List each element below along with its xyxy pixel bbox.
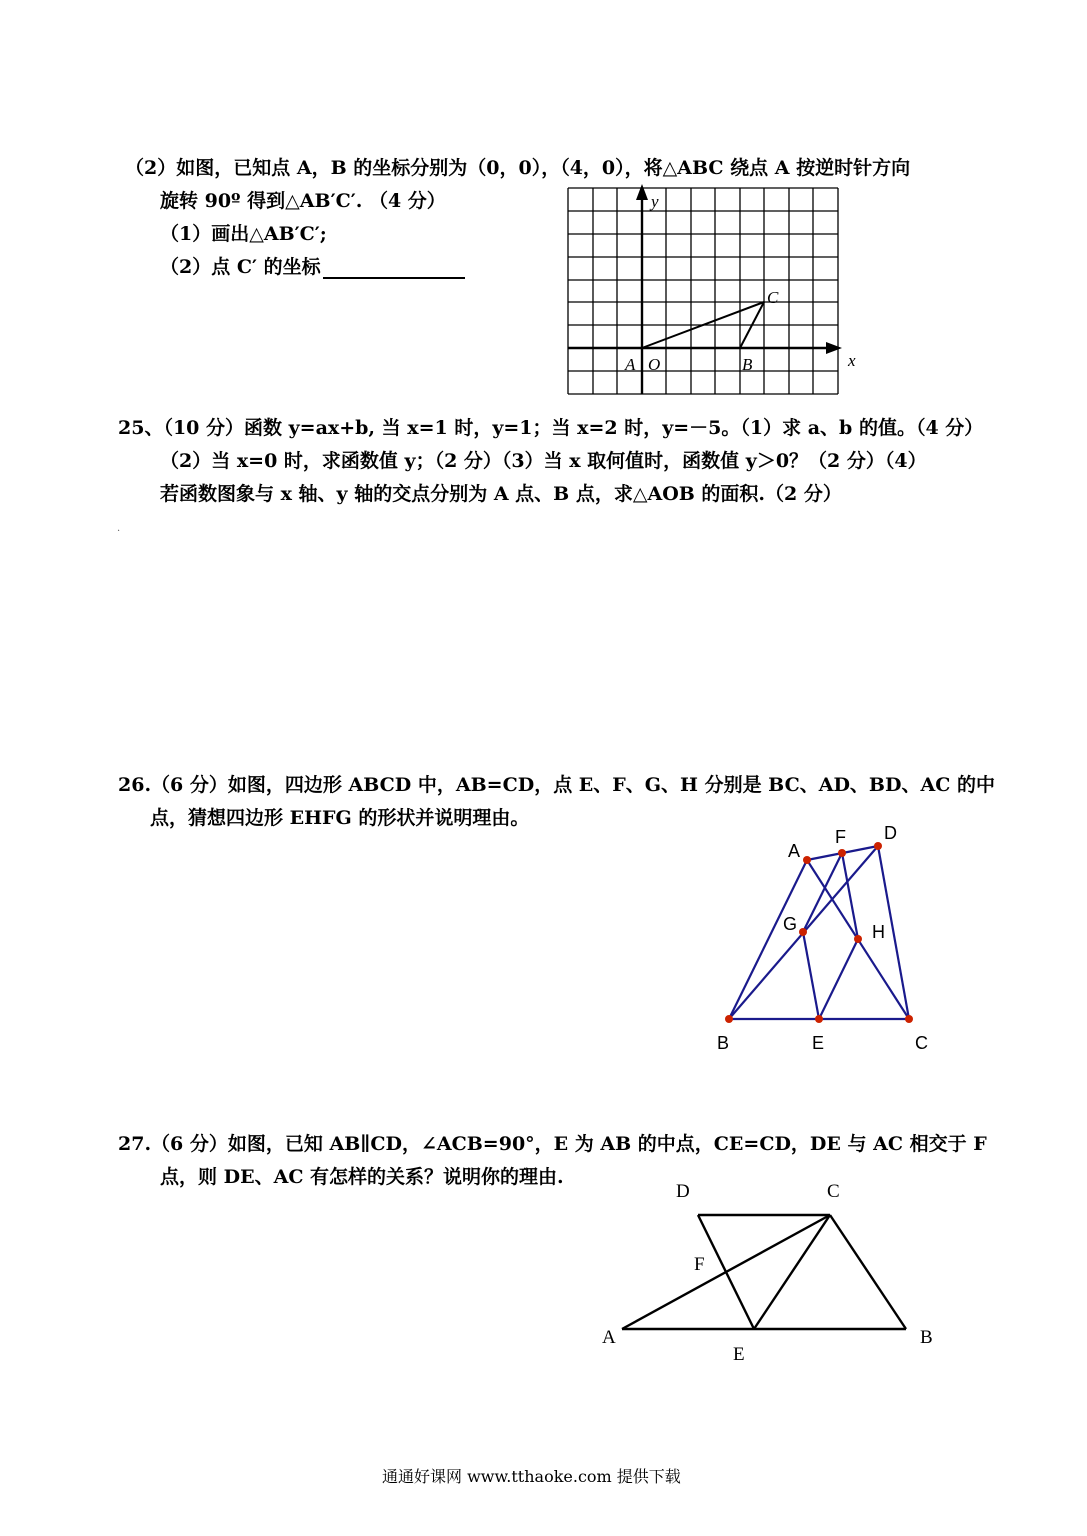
q25-line1: 25、（10 分）函数 y=ax+b, 当 x=1 时，y=1；当 x=2 时，y=－5。（1）求 a、b 的值。（4 分） <box>118 417 984 439</box>
q25-line3: 若函数图象与 x 轴、y 轴的交点分别为 A 点、B 点，求△AOB 的面积.（2 分） <box>160 483 842 505</box>
label-a: A <box>602 1327 616 1348</box>
point-o-label: O <box>648 355 661 374</box>
point-c-label: C <box>767 288 779 307</box>
q26-line2: 点，猜想四边形 EHFG 的形状并说明理由。 <box>150 807 530 829</box>
label-e: E <box>812 1033 825 1053</box>
quadrilateral-abcd-figure <box>700 815 960 1065</box>
label-e: E <box>733 1344 745 1365</box>
label-f: F <box>694 1254 705 1275</box>
label-d: D <box>676 1181 690 1202</box>
parallel-lines-figure <box>590 1175 950 1375</box>
q25-line2: （2）当 x=0 时，求函数值 y；（2 分）（3）当 x 取何值时，函数值 y＞0？（2 分）（4） <box>160 450 927 472</box>
label-c: C <box>827 1181 840 1202</box>
label-b: B <box>717 1033 730 1053</box>
q27-line2: 点，则 DE、AC 有怎样的关系？说明你的理由. <box>160 1166 564 1188</box>
figure-lines <box>622 1215 906 1329</box>
label-c: C <box>915 1033 928 1053</box>
label-b: B <box>920 1327 933 1348</box>
label-h: H <box>872 922 885 942</box>
coordinate-grid-figure <box>560 180 880 405</box>
y-axis-arrow <box>636 184 648 200</box>
q24-sub2 <box>160 255 465 279</box>
q24-sub1: （1）画出△AB′C′; <box>160 223 327 245</box>
stray-mark: · <box>117 526 121 537</box>
point-a-label: A <box>625 355 636 374</box>
label-d: D <box>884 823 897 843</box>
q24-sub2-text: （2）点 C′ 的坐标 <box>160 256 321 278</box>
label-a: A <box>788 841 801 861</box>
label-g: G <box>783 914 798 934</box>
x-axis-label: x <box>848 351 856 370</box>
y-axis-label: y <box>651 192 659 211</box>
q24-line1: （2）如图，已知点 A，B 的坐标分别为（0，0），（4，0），将△ABC 绕点 A 按逆时针方向 <box>125 157 911 179</box>
label-f: F <box>835 827 846 847</box>
point-b-label: B <box>742 355 753 374</box>
x-axis-arrow <box>826 342 842 354</box>
q26-line1: 26.（6 分）如图，四边形 ABCD 中，AB=CD，点 E、F、G、H 分别是 BC、AD、BD、AC 的中 <box>118 774 995 796</box>
grid-lines <box>568 188 838 394</box>
answer-blank[interactable] <box>323 259 465 279</box>
q24-line2: 旋转 90º 得到△AB′C′. （4 分） <box>160 190 446 212</box>
q27-line1: 27.（6 分）如图，已知 AB∥CD，∠ACB=90°，E 为 AB 的中点，CE=CD，DE 与 AC 相交于 F <box>118 1133 987 1155</box>
page-footer: 通通好课网 www.tthaoke.com 提供下载 <box>382 1467 681 1486</box>
